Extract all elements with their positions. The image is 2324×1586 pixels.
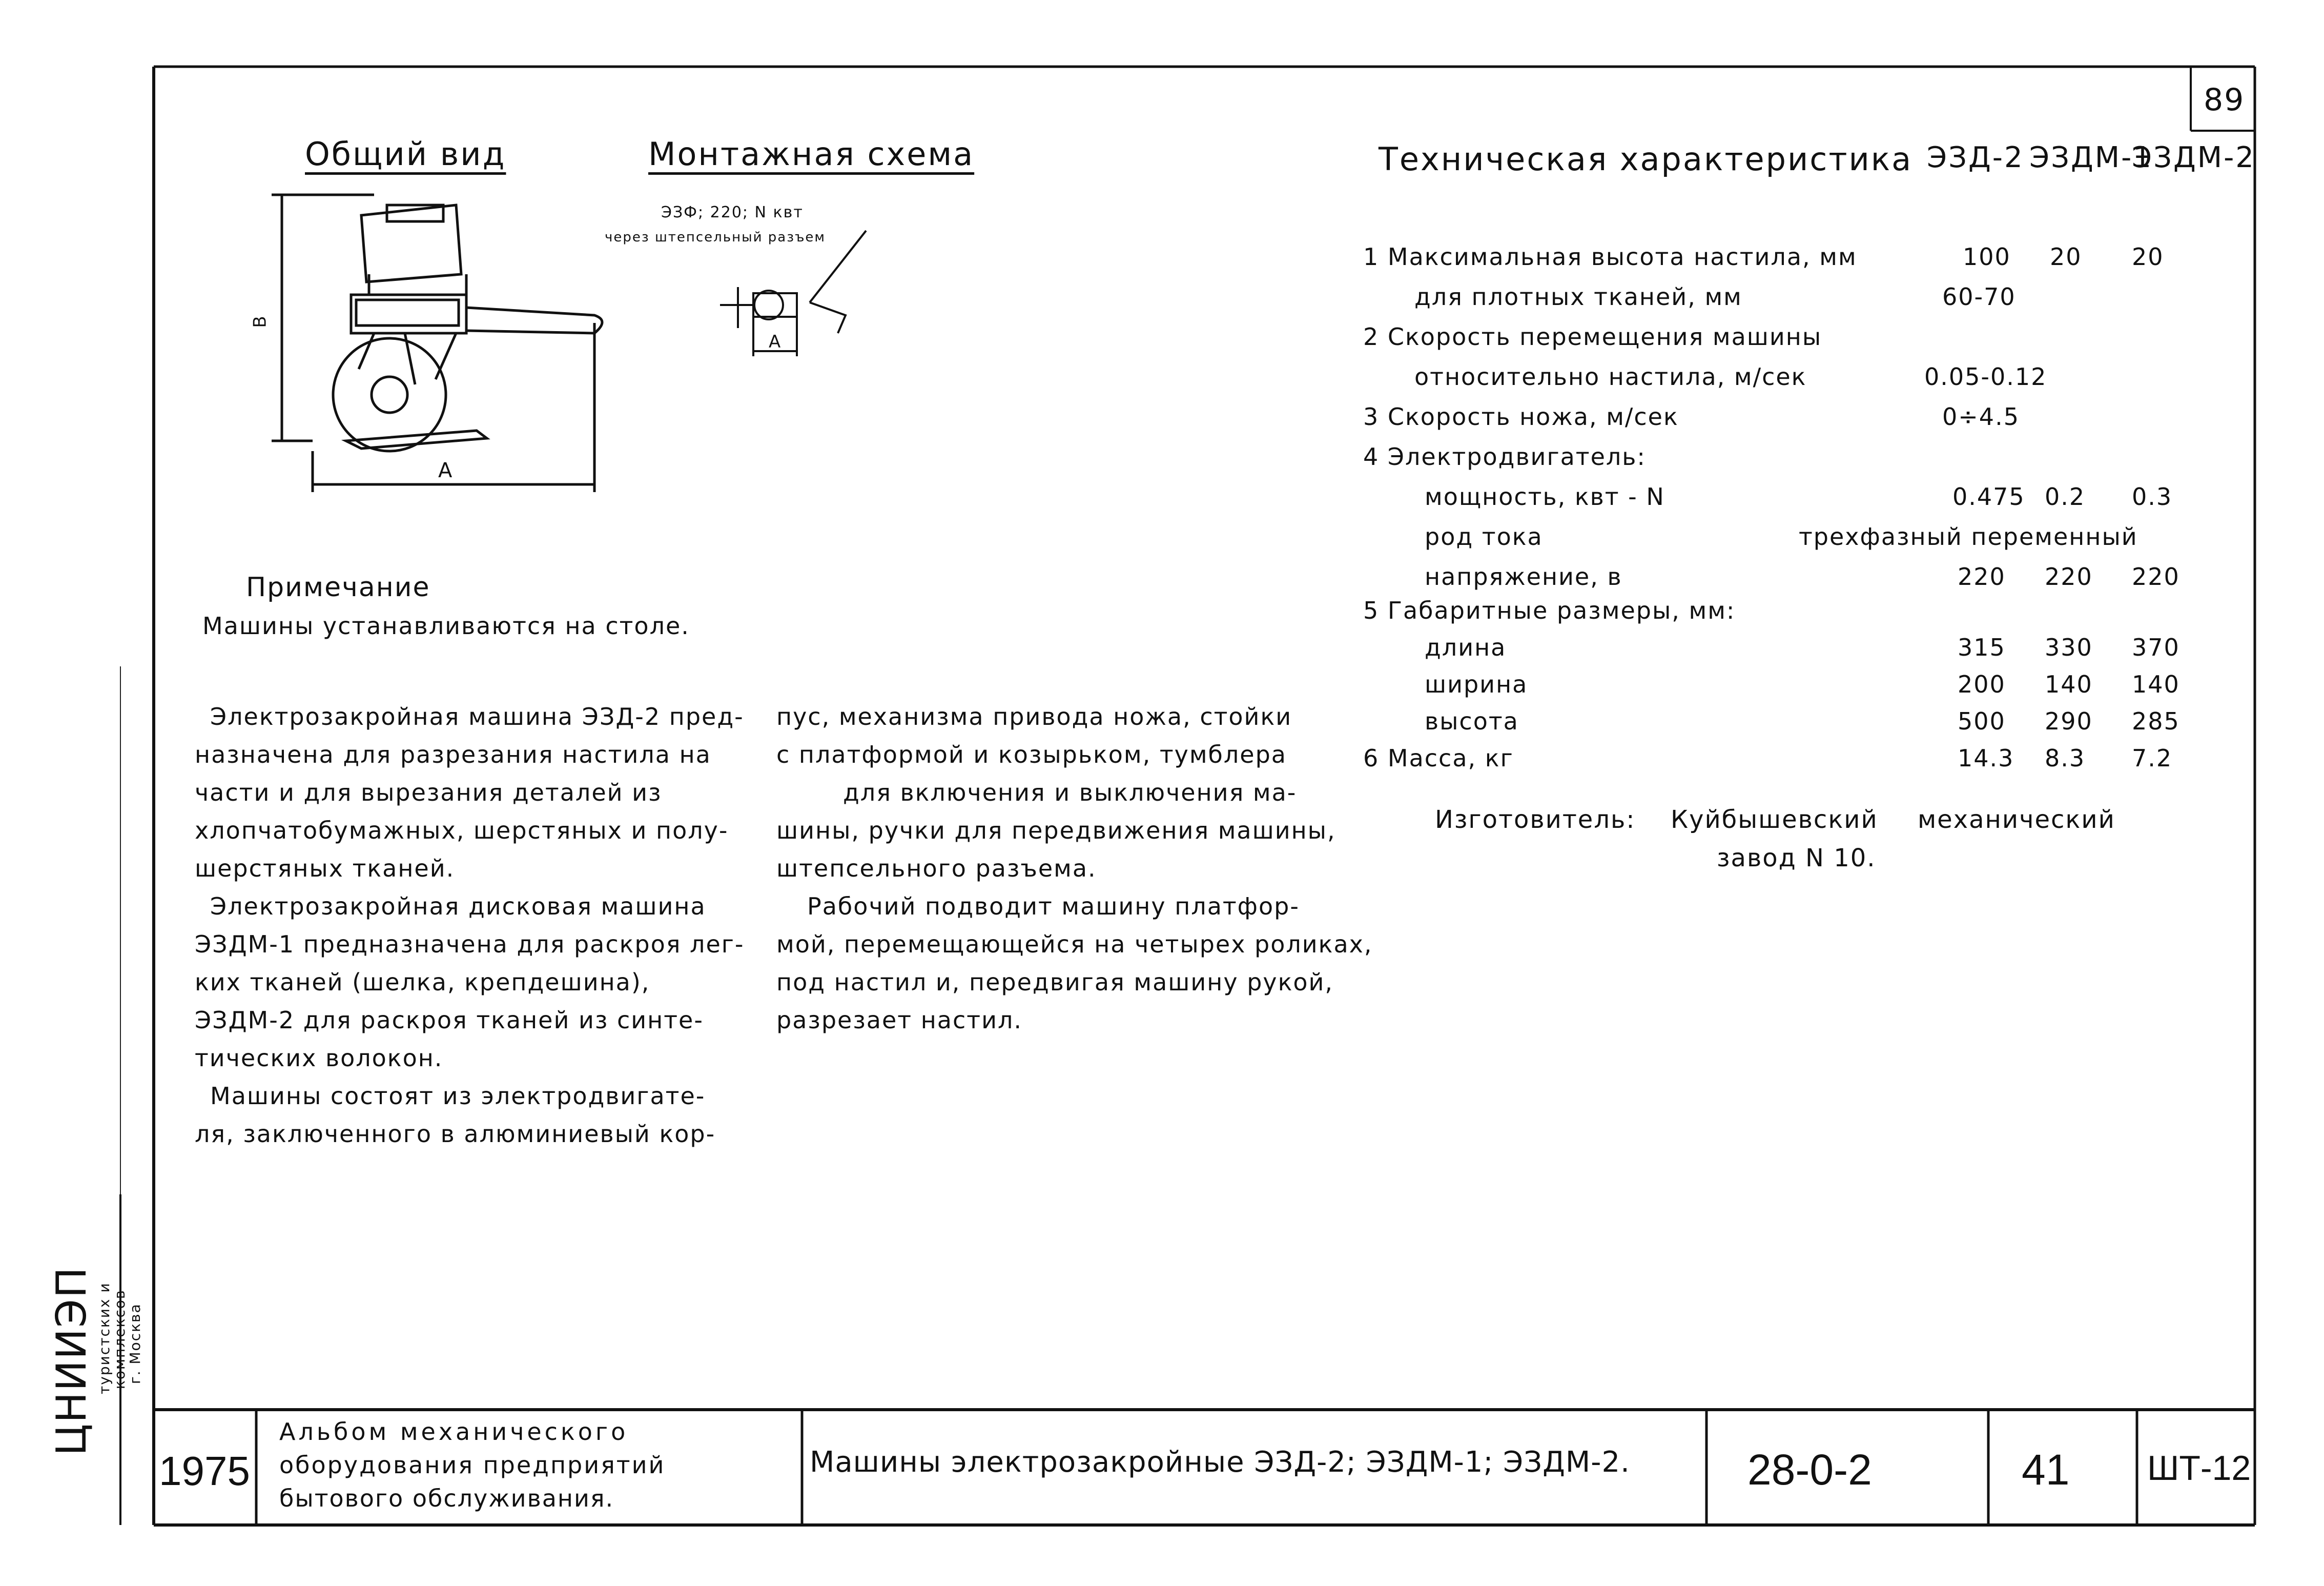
spec-value: 290 — [2045, 707, 2093, 735]
desc-line: разрезает настил. — [776, 1006, 1022, 1034]
spec-label: род тока — [1425, 523, 1543, 551]
spec-value: 220 — [1958, 563, 2006, 591]
mounting-title: Монтажная схема — [648, 135, 975, 173]
title-block-name: Машины электрозакройные ЭЗД-2; ЭЗДМ-1; ЭЗДМ-2. — [810, 1446, 1630, 1479]
spec-value: 370 — [2132, 634, 2180, 661]
desc-line: мой, перемещающейся на четырех роликах, — [776, 930, 1373, 958]
spec-value: 0.3 — [2132, 483, 2173, 511]
spec-value: 8.3 — [2045, 744, 2086, 772]
spec-value: 14.3 — [1958, 744, 2014, 772]
title-block-mark: ШТ-12 — [2147, 1449, 2251, 1488]
desc-line: хлопчатобумажных, шерстяных и полу- — [195, 817, 729, 844]
side-stamp-org: ЦНИИЭП — [48, 1266, 95, 1456]
spec-label: длина — [1425, 634, 1507, 661]
desc-line: пус, механизма привода ножа, стойки — [776, 703, 1292, 730]
spec-value: 140 — [2132, 670, 2180, 698]
spec-label: для плотных тканей, мм — [1414, 283, 1742, 311]
desc-line: под настил и, передвигая машину рукой, — [776, 968, 1334, 996]
desc-line: Электрозакройная дисковая машина — [210, 892, 706, 920]
side-stamp-text2: комплексов — [111, 1289, 128, 1389]
spec-value: 60-70 — [1942, 283, 2016, 311]
spec-model-3: ЭЗДМ-2 — [2132, 141, 2255, 174]
spec-value: 285 — [2132, 707, 2180, 735]
title-block-year: 1975 — [159, 1448, 250, 1494]
spec-value: 330 — [2045, 634, 2093, 661]
title-block-album-3: бытового обслуживания. — [279, 1485, 614, 1512]
spec-value: 0.475 — [1952, 483, 2025, 511]
desc-line: Электрозакройная машина ЭЗД-2 пред- — [210, 703, 744, 730]
spec-label: 5 Габаритные размеры, мм: — [1363, 597, 1736, 624]
title-block-code: 28-0-2 — [1747, 1446, 1872, 1494]
spec-value: 100 — [1963, 243, 2011, 271]
spec-value: 0.2 — [2045, 483, 2086, 511]
spec-label: относительно настила, м/сек — [1414, 363, 1807, 391]
spec-label: мощность, квт - N — [1425, 483, 1665, 511]
spec-value: 315 — [1958, 634, 2006, 661]
title-block-album-1: Альбом механического — [279, 1418, 629, 1446]
spec-label: 1 Максимальная высота настила, мм — [1363, 243, 1857, 271]
specs-title: Техническая характеристика — [1379, 140, 1913, 178]
spec-value: 200 — [1958, 670, 2006, 698]
spec-value: 500 — [1958, 707, 2006, 735]
maker-label: Изготовитель: — [1435, 805, 1636, 834]
maker-line1: Куйбышевский механический — [1671, 805, 2115, 834]
spec-value: 20 — [2132, 243, 2164, 271]
machine-drawing — [241, 185, 651, 502]
spec-label: ширина — [1425, 670, 1528, 698]
spec-label: 3 Скорость ножа, м/сек — [1363, 403, 1679, 431]
spec-value: 0÷4.5 — [1942, 403, 2020, 431]
title-block-album-2: оборудования предприятий — [279, 1451, 666, 1479]
spec-value: 0.05-0.12 — [1924, 363, 2047, 391]
mounting-line1: ЭЗФ; 220; N квт — [661, 204, 804, 221]
spec-value: 220 — [2045, 563, 2093, 591]
desc-line: Рабочий подводит машину платфор- — [807, 892, 1300, 920]
desc-line: ЭЗДМ-1 предназначена для раскроя лег- — [195, 930, 745, 958]
page-number: 89 — [2204, 82, 2245, 118]
desc-line: ЭЗДМ-2 для раскроя тканей из синте- — [195, 1006, 704, 1034]
desc-line: ких тканей (шелка, крепдешина), — [195, 968, 650, 996]
spec-current-type: трехфазный переменный — [1799, 523, 2138, 551]
desc-line: тических волокон. — [195, 1044, 443, 1072]
desc-line: для включения и выключения ма- — [843, 779, 1297, 806]
spec-value: 7.2 — [2132, 744, 2173, 772]
spec-model-2: ЭЗДМ-1 — [2029, 141, 2153, 174]
note-text: Машины устанавливаются на столе. — [202, 612, 690, 640]
spec-value: 220 — [2132, 563, 2180, 591]
mounting-drawing — [692, 226, 922, 359]
note-heading: Примечание — [246, 572, 430, 603]
title-block-sheet: 41 — [2022, 1446, 2070, 1494]
side-stamp-text1: туристских и — [96, 1282, 113, 1394]
side-stamp-text3: г. Москва — [127, 1303, 143, 1384]
general-view-dim-a: А — [438, 459, 454, 482]
desc-line: Машины состоят из электродвигате- — [210, 1082, 706, 1110]
spec-model-1: ЭЗД-2 — [1927, 141, 2024, 174]
maker-line2: завод N 10. — [1717, 844, 1876, 872]
desc-line: с платформой и козырьком, тумблера — [776, 741, 1287, 768]
spec-label: 2 Скорость перемещения машины — [1363, 323, 1822, 351]
general-view-dim-b: В — [250, 315, 271, 328]
general-view-title: Общий вид — [305, 135, 506, 173]
desc-line: шерстяных тканей. — [195, 855, 455, 882]
spec-label: 4 Электродвигатель: — [1363, 443, 1646, 471]
desc-line: ля, заключенного в алюминиевый кор- — [195, 1120, 716, 1148]
mounting-line2: через штепсельный разъем — [605, 230, 826, 245]
spec-label: высота — [1425, 707, 1519, 735]
desc-line: назначена для разрезания настила на — [195, 741, 711, 768]
spec-label: напряжение, в — [1425, 563, 1622, 591]
mounting-dim-a: А — [769, 332, 782, 352]
desc-line: части и для вырезания деталей из — [195, 779, 662, 806]
spec-label: 6 Масса, кг — [1363, 744, 1514, 772]
spec-value: 20 — [2050, 243, 2082, 271]
desc-line: шины, ручки для передвижения машины, — [776, 817, 1336, 844]
spec-value: 140 — [2045, 670, 2093, 698]
desc-line: штепсельного разъема. — [776, 855, 1097, 882]
